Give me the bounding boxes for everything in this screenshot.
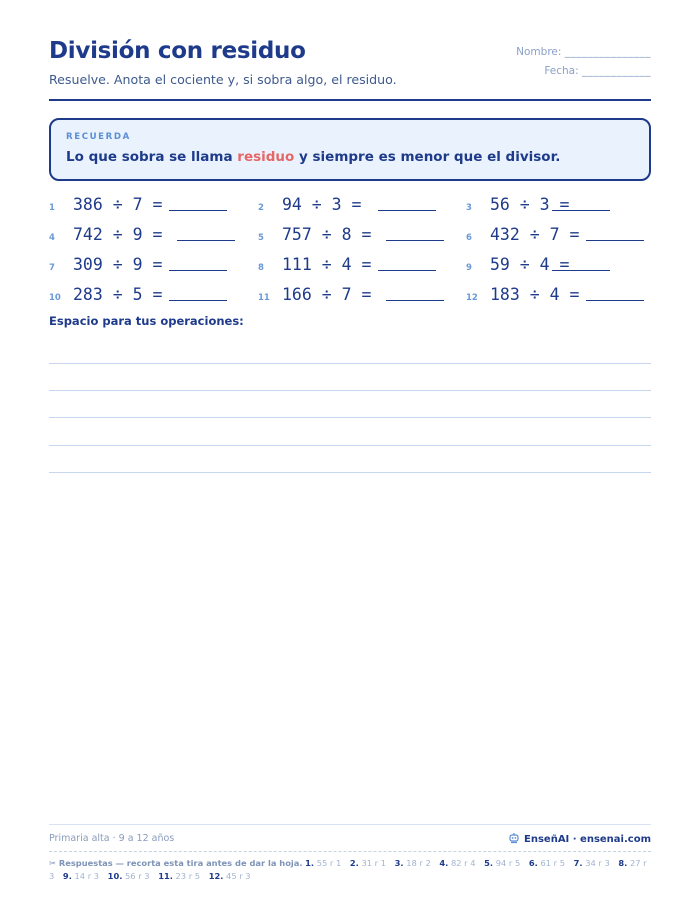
- answer-key-value: 31 r 1: [361, 858, 387, 868]
- problem-item: [258, 253, 443, 279]
- reminder-text-before: Lo que sobra se llama: [66, 149, 238, 165]
- header-divider: [49, 99, 651, 101]
- problem-number: 3: [466, 203, 472, 213]
- answer-key-value: 23 r 5: [175, 870, 201, 881]
- name-field[interactable]: [516, 46, 651, 58]
- page-subtitle: Resuelve. Anota el cociente y, si sobra algo, el residuo.: [49, 72, 397, 87]
- answer-blank[interactable]: [586, 240, 644, 241]
- brand: [508, 832, 651, 847]
- answer-blank[interactable]: [169, 210, 227, 211]
- worksheet-page: [49, 0, 651, 906]
- answer-key-value: 55 r 1: [316, 858, 342, 868]
- answer-key-number: 3.: [394, 858, 404, 868]
- work-line[interactable]: [49, 390, 651, 391]
- problem-item: [258, 283, 443, 309]
- problem-expression: 111 ÷ 4 =: [282, 255, 372, 274]
- problem-expression: 432 ÷ 7 =: [490, 225, 580, 244]
- date-field[interactable]: [544, 65, 651, 77]
- answer-key-number: 2.: [349, 858, 359, 868]
- answer-blank[interactable]: [177, 240, 235, 241]
- problem-number: 5: [258, 233, 264, 243]
- answers-lead: ✂ Respuestas — recorta esta tira antes de dar la hoja.: [49, 858, 303, 868]
- answer-key-number: 7.: [573, 858, 583, 868]
- answer-key-value: 18 r 2: [406, 858, 431, 868]
- problem-number: 8: [258, 263, 264, 273]
- problem-number: 10: [49, 293, 61, 303]
- problem-item: [466, 193, 651, 219]
- problem-expression: 386 ÷ 7 =: [73, 195, 163, 214]
- answer-key-value: 45 r 3: [226, 870, 251, 881]
- problem-item: [49, 253, 234, 279]
- problem-expression: 742 ÷ 9 =: [73, 225, 163, 244]
- problem-number: 11: [258, 293, 270, 303]
- problem-item: [258, 193, 443, 219]
- answer-blank[interactable]: [586, 300, 644, 301]
- answer-key-value: 56 r 3: [125, 870, 150, 881]
- reminder-box: [49, 118, 651, 181]
- problem-item: [49, 223, 234, 249]
- answer-key-number: 6.: [528, 858, 538, 868]
- robot-icon: [508, 832, 520, 847]
- workspace-label: Espacio para tus operaciones:: [49, 314, 244, 328]
- problem-expression: 283 ÷ 5 =: [73, 285, 163, 304]
- date-label: Fecha:: [544, 65, 579, 77]
- page-title: División con residuo: [49, 38, 306, 64]
- brand-text: EnseñAI · ensenai.com: [524, 834, 651, 845]
- problem-expression: 183 ÷ 4 =: [490, 285, 580, 304]
- answer-blank[interactable]: [386, 240, 444, 241]
- answer-blank[interactable]: [378, 270, 436, 271]
- problem-number: 12: [466, 293, 478, 303]
- answer-key-number: 1.: [305, 858, 315, 868]
- problem-expression: 166 ÷ 7 =: [282, 285, 372, 304]
- answer-key-value: 61 r 5: [540, 858, 566, 868]
- answer-blank[interactable]: [169, 300, 227, 301]
- answer-key-value: 94 r 5: [495, 858, 521, 868]
- answer-key-value: 82 r 4: [450, 858, 476, 868]
- answer-blank[interactable]: [386, 300, 444, 301]
- answer-blank[interactable]: [378, 210, 436, 211]
- problem-expression: 309 ÷ 9 =: [73, 255, 163, 274]
- problem-item: [466, 253, 651, 279]
- problem-number: 1: [49, 203, 55, 213]
- level-label: Primaria alta · 9 a 12 años: [49, 833, 175, 844]
- problem-number: 6: [466, 233, 472, 243]
- answer-blank[interactable]: [552, 270, 610, 271]
- answer-strip: [49, 857, 651, 882]
- problem-expression: 59 ÷ 4 =: [490, 255, 570, 274]
- reminder-text: [66, 149, 560, 165]
- problem-number: 4: [49, 233, 55, 243]
- answer-key-value: 27 r 3: [49, 858, 647, 881]
- answer-key-number: 8.: [618, 858, 628, 868]
- problem-number: 9: [466, 263, 472, 273]
- problem-expression: 56 ÷ 3 =: [490, 195, 570, 214]
- answer-key-number: 11.: [158, 870, 173, 881]
- answer-key-number: 10.: [107, 870, 123, 881]
- reminder-label: RECUERDA: [66, 132, 131, 142]
- answer-key-value: 34 r 3: [585, 858, 610, 868]
- work-line[interactable]: [49, 417, 651, 418]
- problem-item: [466, 283, 651, 309]
- name-line: _______________: [564, 46, 651, 58]
- answer-key-number: 12.: [208, 870, 224, 881]
- answer-blank[interactable]: [169, 270, 227, 271]
- problem-item: [49, 193, 234, 219]
- reminder-highlight: residuo: [237, 149, 295, 165]
- date-line: ____________: [582, 65, 651, 77]
- answer-key-number: 9.: [62, 870, 72, 881]
- answer-blank[interactable]: [552, 210, 610, 211]
- problem-expression: 94 ÷ 3 =: [282, 195, 362, 214]
- work-line[interactable]: [49, 445, 651, 446]
- problem-item: [466, 223, 651, 249]
- answer-key-number: 4.: [439, 858, 449, 868]
- work-line[interactable]: [49, 472, 651, 473]
- cut-line: [49, 851, 651, 852]
- answer-key-number: 5.: [484, 858, 494, 868]
- reminder-text-after: y siempre es menor que el divisor.: [294, 149, 561, 165]
- footer-divider: [49, 824, 651, 825]
- name-label: Nombre:: [516, 46, 562, 58]
- problem-expression: 757 ÷ 8 =: [282, 225, 372, 244]
- answer-key-value: 14 r 3: [74, 870, 100, 881]
- problem-number: 2: [258, 203, 264, 213]
- problem-item: [49, 283, 234, 309]
- problem-number: 7: [49, 263, 55, 273]
- work-line[interactable]: [49, 363, 651, 364]
- problem-item: [258, 223, 443, 249]
